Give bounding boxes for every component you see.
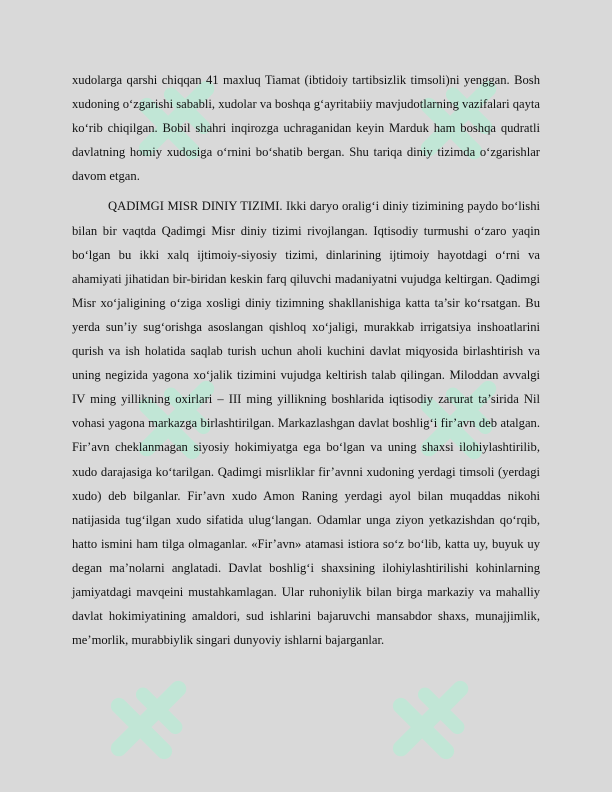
watermark-logo-icon <box>352 640 512 792</box>
watermark-logo-icon <box>70 640 230 792</box>
paragraph: xudolarga qarshi chiqqan 41 maxluq Tiamat (ibtidoiy tartibsizlik timsoli)ni yenggan. Bosh xudoning o‘zgarishi sababli, xudolar va boshqa g‘ayritabiiy mavjudotlarning vazifalari qayta ko‘rib chiqilgan. Bobil shahri inqirozga uchraganidan keyin Marduk ham boshqa qudratli davlatning homiy xudosiga o‘rnini bo‘shatib bergan. Shu tariqa diniy tizimda o‘zgarishlar davom etgan. <box>72 73 540 184</box>
document-body <box>72 68 540 658</box>
paragraph: QADIMGI MISR DINIY TIZIMI. Ikki daryo oralig‘i diniy tizimining paydo bo‘lishi bilan bir vaqtda Qadimgi Misr diniy tizimi rivojlangan. Iqtisodiy turmushi o‘zaro yaqin bo‘lgan bu ikki xalq ijtimoiy-siyosiy tizimi, dinlarining ijtimoiy hayotdagi o‘rni va ahamiyati jihatidan bir-biridan keskin farq qiluvchi madaniyatni vujudga keltirgan. Qadimgi Misr xo‘jaligining o‘ziga xosligi diniy tizimning shakllanishiga katta ta’sir ko‘rsatgan. Bu yerda sun’iy sug‘orishga asoslangan qishloq xo‘jaligi, murakkab irrigatsiya inshoatlarini qurish va ish holatida saqlab turish uchun aholi kuchini davlat miqyosida birlashtirish va uning negizida yagona xo‘jalik tizimini vujudga keltirish talab qilingan. Miloddan avvalgi IV ming yillikning oxirlari – III ming yillikning boshlarida iqtisodiy zarurat ta’sirida Nil vohasi yagona markazga birlashtirilgan. Markazlashgan davlat boshlig‘i fir’avn deb atalgan. Fir’avn cheklanmagan siyosiy hokimiyatga ega bo‘lgan va uning shaxsi ilohiylashtirilib, xudo darajasiga ko‘tarilgan. Qadimgi misrliklar fir’avnni xudoning yerdagi timsoli (yerdagi xudo) deb bilganlar. Fir’avn xudo Amon Raning yerdagi ayol bilan muqaddas nikohi natijasida tug‘ilgan xudo sifatida ulug‘langan. Odamlar unga ziyon yetkazishdan qo‘rqib, hatto ismini ham tilga olmaganlar. «Fir’avn» atamasi istiora so‘z bo‘lib, katta uy, buyuk uy degan ma’nolarni anglatadi. Davlat boshlig‘i shaxsining ilohiylashtirilishi kohinlarning jamiyatdagi mavqeini mustahkamlagan. Ular ruhoniylik bilan birga markaziy va mahalliy davlat hokimiyatining amaldori, sud ishlarini bajaruvchi mansabdor shaxs, munajjimlik, me’morlik, murabbiylik singari dunyoviy ishlarni bajarganlar. <box>72 199 540 648</box>
